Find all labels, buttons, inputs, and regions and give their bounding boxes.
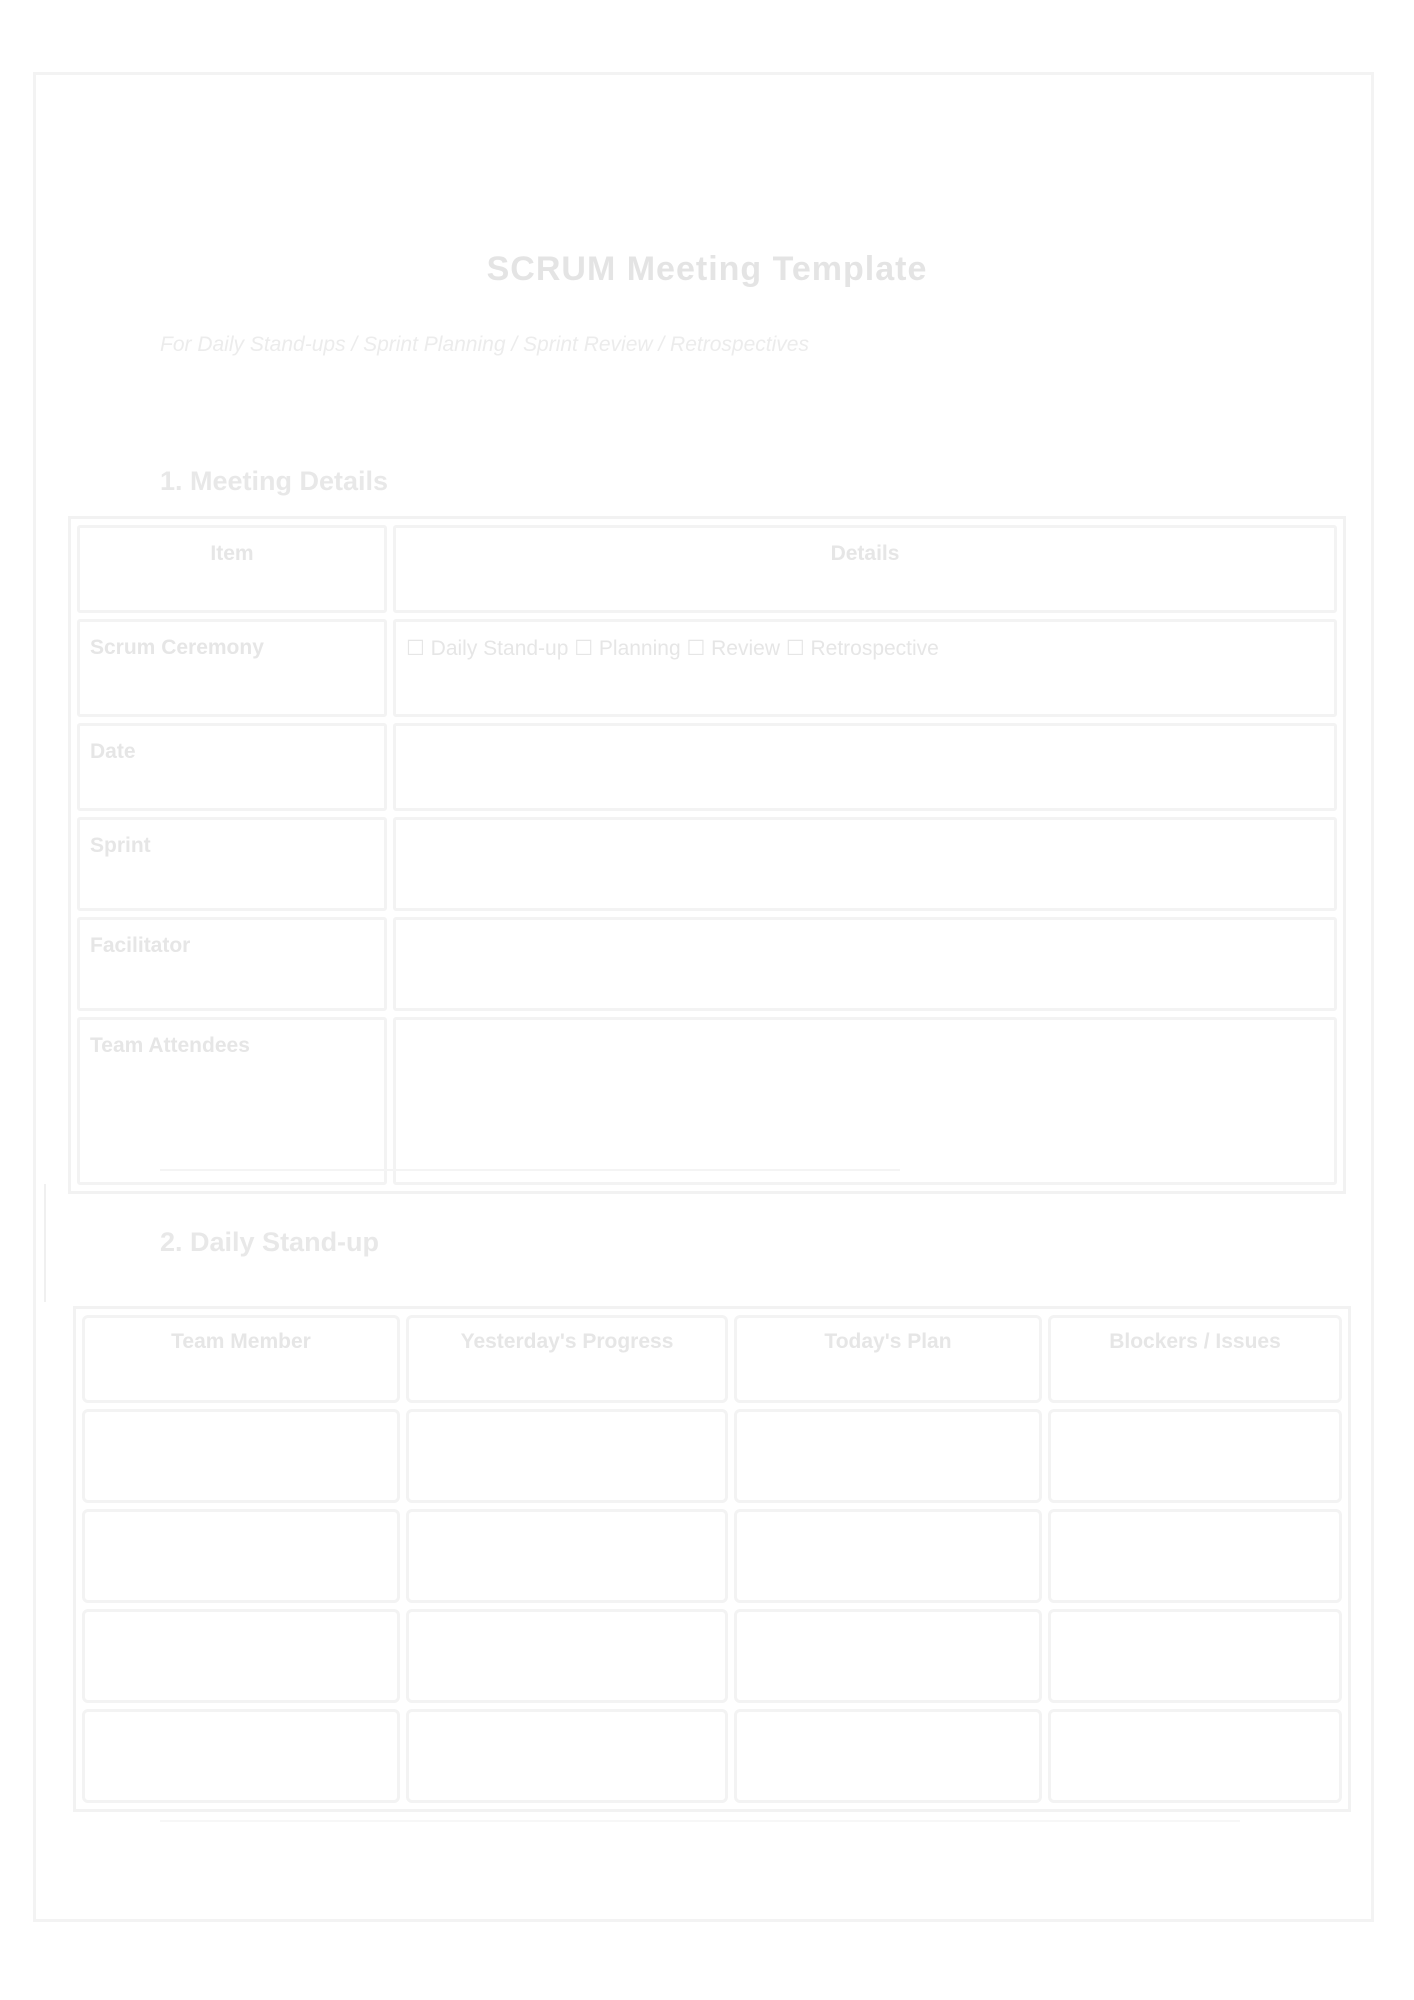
table-row [82,1509,1342,1603]
column-header: Details [393,525,1337,613]
date-field[interactable] [393,723,1337,811]
row-label: Date [77,723,387,811]
team-member-cell[interactable] [82,1509,400,1603]
table-header-row [77,525,1337,613]
table-row [82,1609,1342,1703]
sprint-field[interactable] [393,817,1337,911]
team-member-cell[interactable] [82,1409,400,1503]
column-header: Blockers / Issues [1048,1315,1342,1403]
column-header: Item [77,525,387,613]
row-label: Sprint [77,817,387,911]
blockers-cell[interactable] [1048,1509,1342,1603]
blockers-cell[interactable] [1048,1709,1342,1803]
table-row [77,723,1337,811]
row-label: Scrum Ceremony [77,619,387,717]
table-row [77,817,1337,911]
ceremony-options[interactable]: ☐ Daily Stand-up ☐ Planning ☐ Review ☐ Retrospective [393,619,1337,717]
table-header-row [82,1315,1342,1403]
today-plan-cell[interactable] [734,1709,1042,1803]
table-row [77,619,1337,717]
document-subtitle: For Daily Stand-ups / Sprint Planning / Sprint Review / Retrospectives [160,333,809,356]
blockers-cell[interactable] [1048,1409,1342,1503]
column-header: Today's Plan [734,1315,1042,1403]
section-heading-meeting-details: 1. Meeting Details [160,466,389,496]
today-plan-cell[interactable] [734,1509,1042,1603]
facilitator-field[interactable] [393,917,1337,1011]
blockers-cell[interactable] [1048,1609,1342,1703]
table-row [82,1709,1342,1803]
column-header: Yesterday's Progress [406,1315,728,1403]
yesterday-progress-cell[interactable] [406,1409,728,1503]
today-plan-cell[interactable] [734,1409,1042,1503]
team-attendees-field[interactable] [393,1017,1337,1185]
row-label: Team Attendees [77,1017,387,1185]
meeting-details-table [68,516,1346,1194]
margin-mark [44,1184,46,1302]
document-title: SCRUM Meeting Template [486,250,928,288]
table-row [77,917,1337,1011]
table-row [82,1409,1342,1503]
today-plan-cell[interactable] [734,1609,1042,1703]
bottom-divider [160,1820,1240,1822]
column-header: Team Member [82,1315,400,1403]
team-member-cell[interactable] [82,1709,400,1803]
row-label: Facilitator [77,917,387,1011]
section-heading-daily-standup: 2. Daily Stand-up [160,1227,380,1257]
yesterday-progress-cell[interactable] [406,1509,728,1603]
section-divider [160,1169,900,1171]
team-member-cell[interactable] [82,1609,400,1703]
yesterday-progress-cell[interactable] [406,1609,728,1703]
daily-standup-table [73,1306,1351,1812]
yesterday-progress-cell[interactable] [406,1709,728,1803]
table-row [77,1017,1337,1185]
